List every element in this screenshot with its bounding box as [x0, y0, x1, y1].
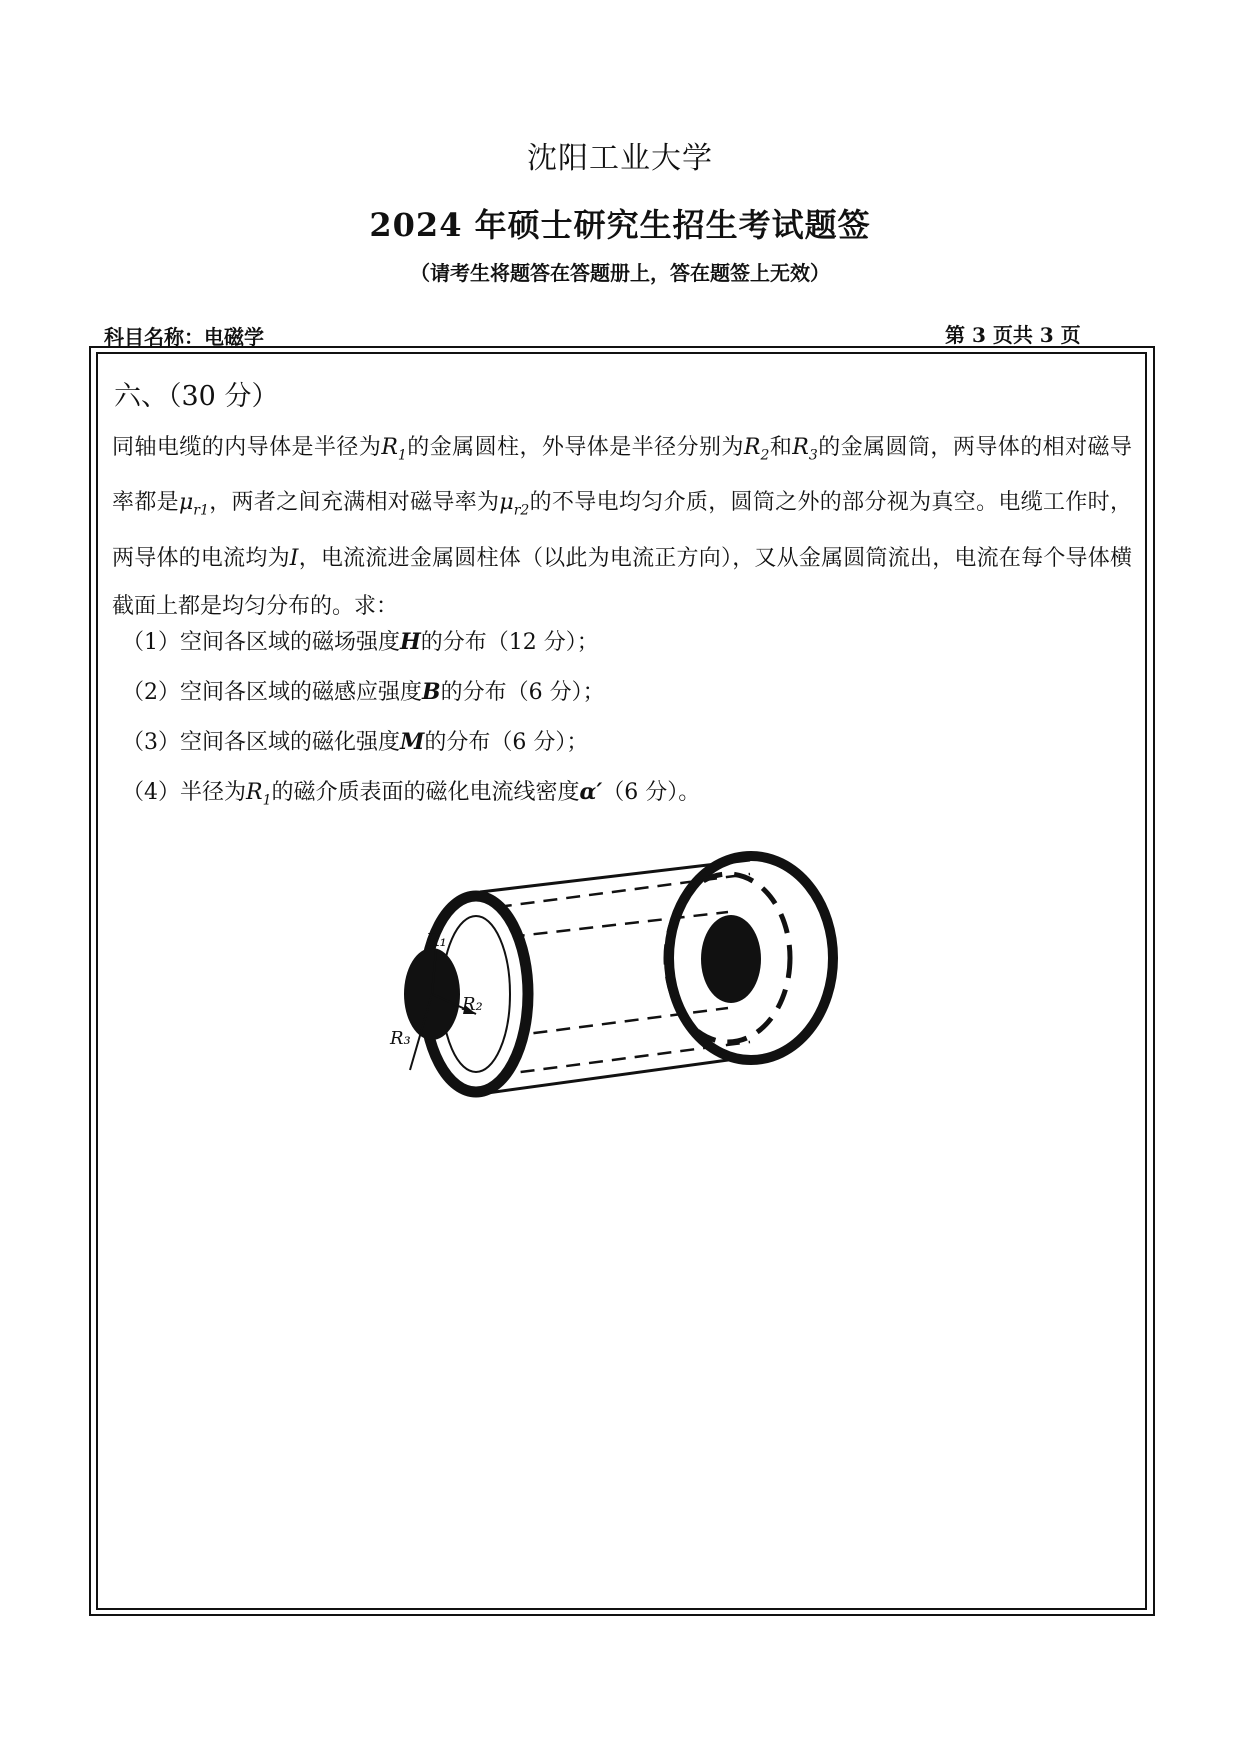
- label-r3: R₃: [390, 1028, 411, 1049]
- school-name: 沈阳工业大学: [527, 141, 713, 176]
- label-r2: R₂: [462, 994, 483, 1015]
- question-heading: 六、（30 分）: [114, 381, 279, 412]
- label-r1: R₁: [426, 930, 447, 951]
- question-body: 同轴电缆的内导体是半径为$R_1$的金属圆柱，外导体是半径分别为$R_2$和$R_3$的金属圆筒，两导体的相对磁导率都是$\mu_{r1}$，两者之间充满相对磁导率为$\mu_{r2}$的不导电均匀介质，圆筒之外的部分视为真空。电缆工作时，两导体的电流均为I，电流流进金属圆柱体（以此为电流正方向），又从金属圆筒流出，电流在每个导体横截面上都是均匀分布的。求：: [112, 435, 1132, 619]
- coaxial-cable-diagram: [390, 842, 850, 1102]
- sub-question-1: （1）空间各区域的磁场强度H的分布（12 分）；: [122, 629, 599, 655]
- back-inner-conductor: [701, 915, 761, 1003]
- subject-name: 科目名称：电磁学: [104, 325, 264, 349]
- sub-question-4: （4）半径为$R_1$的磁介质表面的磁化电流线密度α′（6 分）。: [122, 779, 701, 809]
- sub-question-3: （3）空间各区域的磁化强度M的分布（6 分）；: [122, 729, 589, 755]
- exam-notice: （请考生将题答在答题册上，答在题签上无效）: [410, 261, 830, 285]
- page-info: 第 3 页共 3 页: [945, 323, 1081, 347]
- cable-bottom-edge: [480, 1057, 750, 1094]
- sub-question-2: （2）空间各区域的磁感应强度B的分布（6 分）；: [122, 679, 605, 705]
- exam-title: 2024 年硕士研究生招生考试题签: [369, 206, 871, 244]
